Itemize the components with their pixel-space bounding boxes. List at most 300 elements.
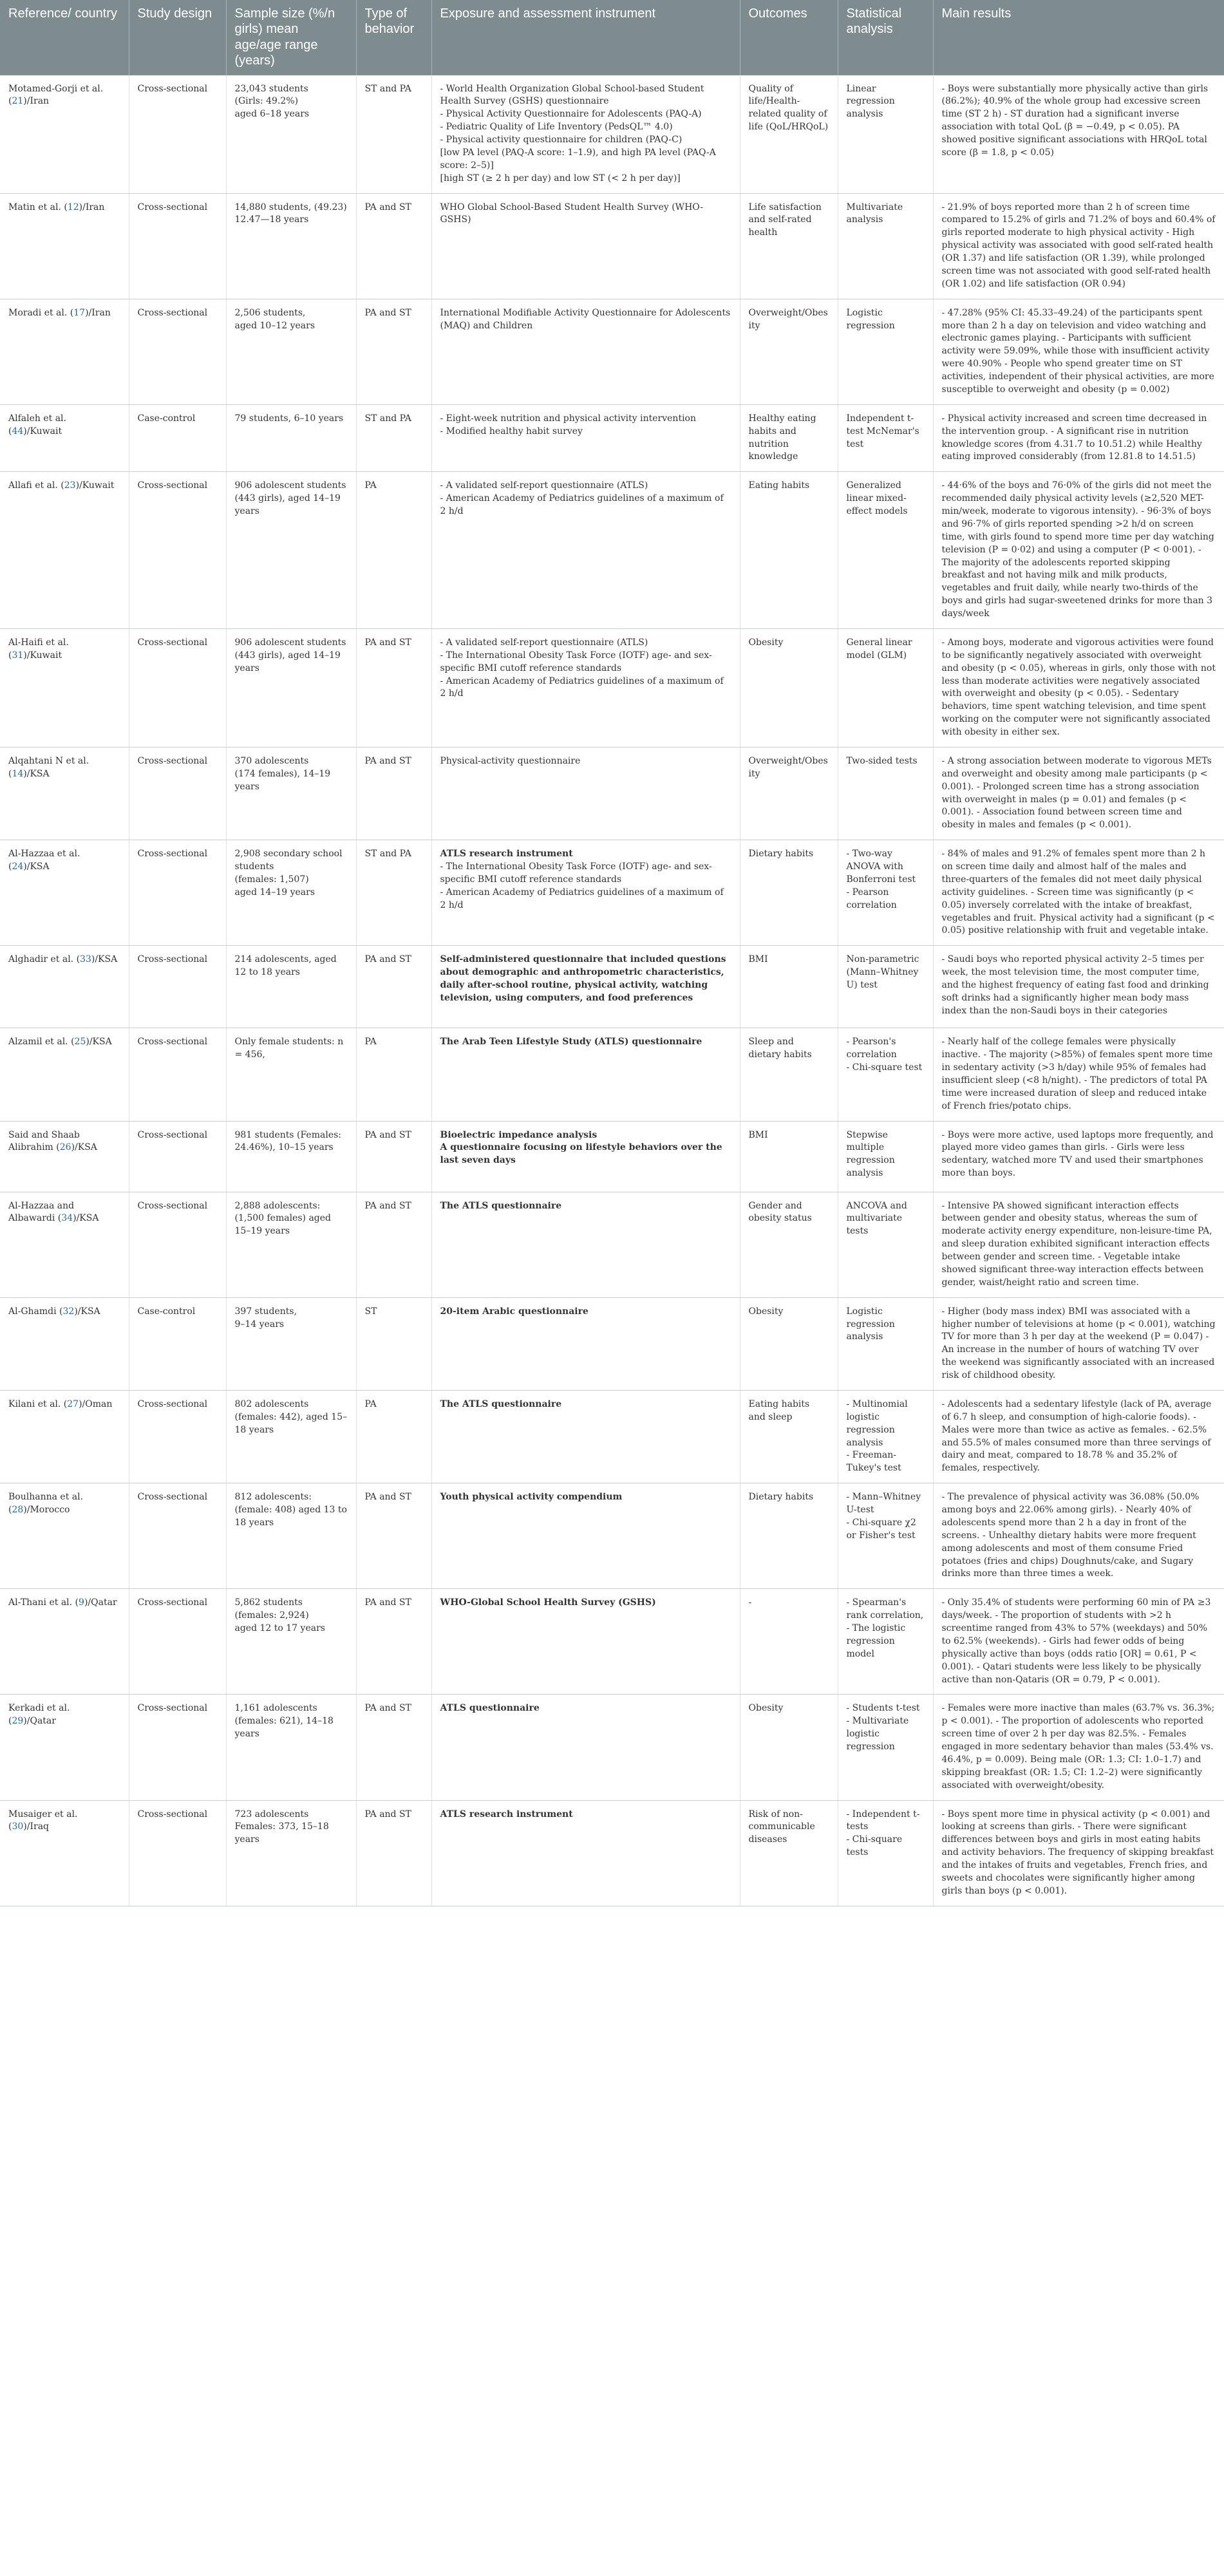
header-outcomes: Outcomes	[740, 0, 838, 75]
cell-behavior: PA and ST	[356, 1589, 431, 1695]
reference-country: )/Oman	[79, 1398, 113, 1409]
reference-country: )/KSA	[74, 1306, 100, 1317]
cell-study-design: Cross-sectional	[129, 472, 226, 629]
analysis-line: - The logistic regression model	[846, 1623, 906, 1659]
cell-behavior: PA	[356, 1390, 431, 1483]
citation-link[interactable]: 33	[80, 954, 91, 965]
citation-link[interactable]: 24	[12, 861, 24, 872]
exposure-line: [low PA level (PAQ-A score: 1–1.9), and high PA level (PAQ-A score: 2–5)]	[440, 147, 716, 171]
reference-country: )/Qatar	[84, 1597, 117, 1608]
reference-author: Musaiger et al. (	[8, 1809, 78, 1832]
cell-exposure	[431, 628, 740, 747]
cell-exposure	[431, 1390, 740, 1483]
cell-reference	[0, 946, 129, 1028]
cell-behavior: PA and ST	[356, 193, 431, 299]
cell-behavior: PA and ST	[356, 628, 431, 747]
reference-author: Boulhanna et al. (	[8, 1492, 84, 1516]
exposure-line: - American Academy of Pediatrics guidelines of a maximum of 2 h/d	[440, 887, 724, 910]
cell-exposure	[431, 946, 740, 1028]
table-row	[0, 1695, 1224, 1800]
cell-statistical-analysis	[838, 404, 933, 472]
table-row	[0, 747, 1224, 840]
sample-line: 397 students,	[234, 1306, 297, 1317]
cell-behavior: PA and ST	[356, 747, 431, 840]
cell-exposure	[431, 1297, 740, 1390]
cell-main-results: - A strong association between moderate to vigorous METs and overweight and obesity among male participants (p < 0.001). - Prolonged screen time has a strong association with overweight in males (p = 0.01) and females (p < 0.001). - Association found between screen time and obesity in males and females (p < 0.001).	[933, 747, 1224, 840]
cell-main-results: - Boys spent more time in physical activity (p < 0.001) and looking at screens than girls. - There were significant differences between boys and girls in most eating habits and activity behaviors. The frequency of skipping breakfast and the intakes of fruits and vegetables, French fries, and sweets and chocolates were significantly higher among girls than boys (p < 0.001).	[933, 1800, 1224, 1906]
citation-link[interactable]: 14	[12, 768, 24, 779]
exposure-line: - Eight-week nutrition and physical activity intervention	[440, 413, 696, 424]
analysis-line: - Chi-square test	[846, 1062, 923, 1073]
cell-behavior: ST and PA	[356, 840, 431, 946]
cell-statistical-analysis	[838, 628, 933, 747]
reference-author: Kilani et al. (	[8, 1398, 68, 1409]
cell-study-design: Cross-sectional	[129, 299, 226, 404]
citation-link[interactable]: 9	[79, 1597, 84, 1608]
citation-link[interactable]: 23	[64, 480, 76, 491]
cell-reference	[0, 628, 129, 747]
table-row	[0, 404, 1224, 472]
cell-main-results: - Saudi boys who reported physical activity 2–5 times per week, the most television time, the most computer time, and the highest frequency of eating fast food and drinking soft drinks had a significantly higher mean body mass index than the non-Saudi boys in their categories	[933, 946, 1224, 1028]
header-study-design: Study design	[129, 0, 226, 75]
citation-link[interactable]: 30	[12, 1821, 24, 1832]
cell-behavior: PA and ST	[356, 1695, 431, 1800]
sample-line: 723 adolescents Females: 373, 15–18 years	[234, 1809, 329, 1845]
analysis-line: - Two-way ANOVA with Bonferroni test	[846, 849, 916, 885]
citation-link[interactable]: 32	[62, 1306, 75, 1317]
table-row	[0, 1028, 1224, 1121]
analysis-line: - Students t-test	[846, 1703, 920, 1714]
header-main-results: Main results	[933, 0, 1224, 75]
cell-exposure	[431, 1121, 740, 1192]
cell-reference	[0, 747, 129, 840]
exposure-line: International Modifiable Activity Questionnaire for Adolescents (MAQ) and Children	[440, 307, 731, 331]
cell-outcomes: Risk of non-communicable diseases	[740, 1800, 838, 1906]
cell-outcomes: Eating habits	[740, 472, 838, 629]
citation-link[interactable]: 27	[67, 1398, 79, 1409]
cell-reference	[0, 1589, 129, 1695]
cell-statistical-analysis	[838, 1589, 933, 1695]
cell-sample-size	[226, 1121, 356, 1192]
cell-main-results: - 21.9% of boys reported more than 2 h of screen time compared to 15.2% of girls and 71.2% of boys and 60.4% of girls reported moderate to high physical activity - High physical activity was associated with good self-rated health (OR 1.37) and life satisfaction (OR 1.39), while prolonged screen time was not associated with good self-rated health (OR 1.02) and life satisfaction (OR 0.94)	[933, 193, 1224, 299]
citation-link[interactable]: 34	[61, 1213, 73, 1224]
reference-author: Alfaleh et al. (	[8, 413, 66, 437]
reference-country: )/Qatar	[23, 1716, 56, 1727]
cell-exposure	[431, 1028, 740, 1121]
cell-behavior: PA and ST	[356, 946, 431, 1028]
exposure-line: 20-item Arabic questionnaire	[440, 1306, 588, 1317]
sample-line: aged 10–12 years	[234, 320, 315, 331]
analysis-line: - Pearson correlation	[846, 887, 897, 910]
cell-outcomes: -	[740, 1589, 838, 1695]
cell-sample-size	[226, 404, 356, 472]
reference-author: Moradi et al. (	[8, 307, 74, 318]
table-row	[0, 1297, 1224, 1390]
header-row	[0, 0, 1224, 75]
exposure-line: A questionnaire focusing on lifestyle behaviors over the last seven days	[440, 1142, 722, 1166]
reference-author: Alzamil et al. (	[8, 1037, 75, 1048]
cell-study-design: Cross-sectional	[129, 628, 226, 747]
header-behavior: Type of behavior	[356, 0, 431, 75]
cell-statistical-analysis	[838, 472, 933, 629]
cell-outcomes: Life satisfaction and self-rated health	[740, 193, 838, 299]
sample-line: 79 students, 6–10 years	[234, 413, 344, 424]
reference-author: Alghadir et al. (	[8, 954, 80, 965]
cell-reference	[0, 472, 129, 629]
cell-exposure	[431, 1483, 740, 1589]
cell-study-design: Cross-sectional	[129, 1028, 226, 1121]
analysis-line: - Independent t-tests	[846, 1809, 920, 1832]
citation-link[interactable]: 29	[12, 1716, 24, 1727]
sample-line: 23,043 students	[234, 83, 308, 94]
cell-statistical-analysis	[838, 1028, 933, 1121]
cell-outcomes: Overweight/Obesity	[740, 747, 838, 840]
sample-line: aged 12 to 17 years	[234, 1623, 325, 1634]
analysis-line: - Freeman-Tukey's test	[846, 1450, 901, 1474]
exposure-line: - The International Obesity Task Force (IOTF) age- and sex-specific BMI cutoff reference standards	[440, 861, 712, 885]
cell-reference	[0, 840, 129, 946]
citation-link[interactable]: 26	[59, 1142, 71, 1153]
reference-author: Al-Haifi et al. (	[8, 637, 69, 661]
cell-sample-size	[226, 75, 356, 194]
cell-sample-size	[226, 1589, 356, 1695]
sample-line: 2,506 students,	[234, 307, 306, 318]
reference-country: )/KSA	[73, 1213, 99, 1224]
cell-main-results: - Physical activity increased and screen time decreased in the intervention group. - A significant rise in nutrition knowledge scores (from 4.31.7 to 10.51.2) while Healthy eating improved considerably (from 12.81.8 to 14.51.5)	[933, 404, 1224, 472]
exposure-line: - The International Obesity Task Force (IOTF) age- and sex-specific BMI cutoff reference standards	[440, 650, 712, 673]
cell-sample-size	[226, 193, 356, 299]
cell-exposure	[431, 747, 740, 840]
reference-country: )/KSA	[86, 1037, 112, 1048]
cell-reference	[0, 1297, 129, 1390]
reference-country: )/Kuwait	[23, 650, 62, 661]
reference-author: Motamed-Gorji et al. (	[8, 83, 104, 107]
analysis-line: Stepwise multiple regression analysis	[846, 1129, 895, 1179]
cell-reference	[0, 193, 129, 299]
table-header	[0, 0, 1224, 75]
table-row	[0, 1192, 1224, 1297]
cell-outcomes: Sleep and dietary habits	[740, 1028, 838, 1121]
sample-line: 370 adolescents	[234, 755, 309, 766]
reference-country: )/Iran	[85, 307, 111, 318]
analysis-line: - Chi-square χ2 or Fisher's test	[846, 1517, 916, 1541]
cell-sample-size	[226, 472, 356, 629]
cell-study-design: Case-control	[129, 1297, 226, 1390]
exposure-line: Youth physical activity compendium	[440, 1492, 623, 1503]
sample-line: 906 adolescent students (443 girls), aged 14–19 years	[234, 637, 346, 673]
analysis-line: ANCOVA and multivariate tests	[846, 1200, 907, 1237]
cell-study-design: Cross-sectional	[129, 1192, 226, 1297]
analysis-line: - Spearman's rank correlation,	[846, 1597, 924, 1621]
cell-main-results: - 84% of males and 91.2% of females spent more than 2 h on screen time daily and almost half of the males and three-quarters of the females did not meet daily physical activity guidelines. - Screen time was significantly (p < 0.05) inversely correlated with the intake of breakfast, vegetables and fruit. Physical activity had a significant (p < 0.05) positive relationship with fruit and vegetable intake.	[933, 840, 1224, 946]
sample-line: (females: 1,507)	[234, 874, 309, 885]
reference-author: Alqahtani N et al. (	[8, 755, 89, 779]
sample-line: 2,908 secondary school students	[234, 849, 343, 872]
cell-outcomes: BMI	[740, 946, 838, 1028]
exposure-line: WHO-Global School Health Survey (GSHS)	[440, 1597, 656, 1608]
cell-main-results: - Only 35.4% of students were performing 60 min of PA ≥3 days/week. - The proportion of students with >2 h screentime ranged from 43% to 57% (weekdays) and 50% to 62.5% (weekends). - Girls had fewer odds of being physically active than boys (odds ratio [OR] = 0.61, P < 0.001). - Qatari students were less likely to be physically active than non-Qataris (OR = 0.79, P < 0.001).	[933, 1589, 1224, 1695]
cell-outcomes: Overweight/Obesity	[740, 299, 838, 404]
analysis-line: Logistic regression analysis	[846, 1306, 895, 1342]
exposure-line: The ATLS questionnaire	[440, 1398, 562, 1409]
exposure-line: - World Health Organization Global School-based Student Health Survey (GSHS) questionnaire	[440, 83, 704, 107]
cell-statistical-analysis	[838, 946, 933, 1028]
table-row	[0, 193, 1224, 299]
citation-link[interactable]: 44	[12, 426, 24, 437]
cell-outcomes: Eating habits and sleep	[740, 1390, 838, 1483]
analysis-line: - Multinomial logistic regression analysis	[846, 1398, 908, 1448]
analysis-line: Linear regression analysis	[846, 83, 895, 120]
cell-behavior: PA and ST	[356, 1121, 431, 1192]
sample-line: (Girls: 49.2%)	[234, 96, 299, 107]
sample-line: 906 adolescent students (443 girls), aged 14–19 years	[234, 480, 346, 517]
sample-line: 214 adolescents, aged 12 to 18 years	[234, 954, 337, 978]
sample-line: aged 14–19 years	[234, 887, 315, 898]
cell-behavior: ST	[356, 1297, 431, 1390]
cell-reference	[0, 1800, 129, 1906]
cell-reference	[0, 75, 129, 194]
cell-statistical-analysis	[838, 75, 933, 194]
exposure-line: ATLS questionnaire	[440, 1703, 540, 1714]
header-reference: Reference/ country	[0, 0, 129, 75]
sample-line: 812 adolescents: (female: 408) aged 13 to 18 years	[234, 1492, 347, 1528]
exposure-line: - Pediatric Quality of Life Inventory (PedsQL™ 4.0)	[440, 122, 673, 133]
cell-statistical-analysis	[838, 1297, 933, 1390]
exposure-line: [high ST (≥ 2 h per day) and low ST (< 2 h per day)]	[440, 173, 681, 183]
cell-exposure	[431, 1192, 740, 1297]
table-row	[0, 472, 1224, 629]
header-exposure: Exposure and assessment instrument	[431, 0, 740, 75]
cell-statistical-analysis	[838, 1390, 933, 1483]
cell-behavior: PA and ST	[356, 1483, 431, 1589]
exposure-line: Physical-activity questionnaire	[440, 755, 581, 766]
cell-behavior: ST and PA	[356, 75, 431, 194]
analysis-line: - Chi-square tests	[846, 1834, 903, 1858]
cell-behavior: ST and PA	[356, 404, 431, 472]
cell-outcomes: Obesity	[740, 1297, 838, 1390]
cell-behavior: PA	[356, 472, 431, 629]
cell-study-design: Cross-sectional	[129, 747, 226, 840]
cell-reference	[0, 1192, 129, 1297]
sample-line: 9–14 years	[234, 1319, 285, 1330]
sample-line: 1,161 adolescents (females: 621), 14–18 years	[234, 1703, 334, 1740]
cell-outcomes: Dietary habits	[740, 840, 838, 946]
cell-study-design: Cross-sectional	[129, 1589, 226, 1695]
cell-sample-size	[226, 1192, 356, 1297]
cell-statistical-analysis	[838, 299, 933, 404]
cell-behavior: PA and ST	[356, 1192, 431, 1297]
cell-exposure	[431, 404, 740, 472]
cell-study-design: Cross-sectional	[129, 1121, 226, 1192]
table-row	[0, 1483, 1224, 1589]
exposure-line: The ATLS questionnaire	[440, 1200, 562, 1211]
cell-sample-size	[226, 747, 356, 840]
table-row	[0, 1390, 1224, 1483]
citation-link[interactable]: 12	[67, 202, 79, 212]
cell-statistical-analysis	[838, 1695, 933, 1800]
cell-statistical-analysis	[838, 747, 933, 840]
cell-exposure	[431, 299, 740, 404]
reference-author: Al-Thani et al. (	[8, 1597, 79, 1608]
cell-outcomes: Quality of life/Health-related quality of life (QoL/HRQoL)	[740, 75, 838, 194]
table-row	[0, 1121, 1224, 1192]
cell-main-results: - Adolescents had a sedentary lifestyle (lack of PA, average of 6.7 h sleep, and consumption of high-calorie foods). - Males were more than twice as active as females. - 62.5% and 55.5% of males consumed more than three servings of dairy and meat, compared to 18.78 % and 35.2% of females, respectively.	[933, 1390, 1224, 1483]
reference-country: )/Iran	[23, 96, 50, 107]
cell-main-results: - 47.28% (95% CI: 45.33–49.24) of the participants spent more than 2 h a day on television and video watching and electronic games playing. - Participants with sufficient activity were 59.09%, while those with insufficient activity were 40.90% - People who spend greater time on ST activities, independent of their physical activities, are more susceptible to overweight and obesity (p = 0.002)	[933, 299, 1224, 404]
cell-reference	[0, 299, 129, 404]
sample-line: Only female students: n = 456,	[234, 1037, 344, 1060]
cell-sample-size	[226, 1028, 356, 1121]
exposure-line: WHO Global School-Based Student Health Survey (WHO-GSHS)	[440, 202, 704, 225]
sample-line: 802 adolescents (females: 442), aged 15–18 years	[234, 1398, 348, 1435]
reference-author: Allafi et al. (	[8, 480, 64, 491]
reference-country: )/Iran	[79, 202, 105, 212]
cell-sample-size	[226, 1800, 356, 1906]
header-statistical-analysis: Statistical analysis	[838, 0, 933, 75]
cell-sample-size	[226, 946, 356, 1028]
reference-country: )/KSA	[23, 768, 50, 779]
cell-sample-size	[226, 1390, 356, 1483]
reference-author: Al-Ghamdi (	[8, 1306, 63, 1317]
exposure-line: Bioelectric impedance analysis	[440, 1129, 598, 1140]
cell-main-results: - Boys were substantially more physically active than girls (86.2%); 40.9% of the whole group had excessive screen time (ST 2 h) - ST duration had a significant inverse association with total QoL (β = −0.49, p < 0.05). PA showed positive significant associations with HRQoL total score (β = 1.8, p < 0.05)	[933, 75, 1224, 194]
reference-author: Said and Shaab Alibrahim (	[8, 1129, 80, 1153]
analysis-line: - Mann–Whitney U-test	[846, 1492, 921, 1516]
cell-behavior: PA	[356, 1028, 431, 1121]
reference-author: Al-Hazzaa and Albawardi (	[8, 1200, 75, 1224]
cell-study-design: Cross-sectional	[129, 75, 226, 194]
cell-statistical-analysis	[838, 1800, 933, 1906]
table-row	[0, 946, 1224, 1028]
reference-country: )/KSA	[91, 954, 118, 965]
cell-outcomes: Gender and obesity status	[740, 1192, 838, 1297]
exposure-line: ATLS research instrument	[440, 1809, 573, 1819]
reference-author: Al-Hazzaa et al. (	[8, 849, 80, 872]
analysis-line: Logistic regression	[846, 307, 895, 331]
cell-exposure	[431, 472, 740, 629]
table-row	[0, 628, 1224, 747]
cell-main-results: - 44·6% of the boys and 76·0% of the girls did not meet the recommended daily physical activity levels (≥2,520 MET-min/week, moderate to vigorous intensity). - 96·3% of boys and 96·7% of girls reported spending >2 h/d on screen time, with girls found to spend more time per day watching television (P = 0·02) and using a computer (P < 0·001). - The majority of the adolescents reported skipping breakfast and not having milk and milk products, vegetables and fruit daily, while nearly two-thirds of the boys and girls had sugar-sweetened drinks for more than 3 days/week	[933, 472, 1224, 629]
sample-line: 2,888 adolescents: (1,500 females) aged 15–19 years	[234, 1200, 331, 1237]
table-row	[0, 299, 1224, 404]
cell-study-design: Cross-sectional	[129, 1483, 226, 1589]
cell-statistical-analysis	[838, 1483, 933, 1589]
cell-outcomes: Obesity	[740, 628, 838, 747]
analysis-line: General linear model (GLM)	[846, 637, 912, 661]
cell-main-results: - Intensive PA showed significant interaction effects between gender and obesity status, whereas the sum of moderate activity energy expenditure, non-leisure-time PA, and sleep duration exhibited significant interaction effects between gender and screen time. - Vegetable intake showed significant three-way interaction effects between gender, waist/height ratio and screen time.	[933, 1192, 1224, 1297]
citation-link[interactable]: 28	[12, 1505, 24, 1516]
reference-country: )/Iraq	[23, 1821, 50, 1832]
analysis-line: Generalized linear mixed-effect models	[846, 480, 908, 517]
table-row	[0, 75, 1224, 194]
cell-exposure	[431, 1695, 740, 1800]
cell-main-results: - The prevalence of physical activity was 36.08% (50.0% among boys and 22.06% among girls). - Nearly 40% of adolescents spend more than 2 h a day in front of the screens. - Unhealthy dietary habits were more frequent among adolescents and most of them consume Fried potatoes (fries and chips) Doughnuts/cake, and Sugary drinks more than three times a week.	[933, 1483, 1224, 1589]
cell-statistical-analysis	[838, 1121, 933, 1192]
sample-line: 5,862 students (females: 2,924)	[234, 1597, 309, 1621]
cell-exposure	[431, 1589, 740, 1695]
analysis-line: - Multivariate logistic regression	[846, 1716, 909, 1753]
sample-line: aged 6–18 years	[234, 109, 310, 120]
cell-statistical-analysis	[838, 193, 933, 299]
cell-reference	[0, 1483, 129, 1589]
cell-statistical-analysis	[838, 840, 933, 946]
exposure-line: - American Academy of Pediatrics guidelines of a maximum of 2 h/d	[440, 675, 724, 699]
sample-line: (174 females), 14–19 years	[234, 768, 331, 792]
reference-author: Matin et al. (	[8, 202, 68, 212]
cell-sample-size	[226, 628, 356, 747]
cell-sample-size	[226, 1297, 356, 1390]
cell-main-results: - Nearly half of the college females were physically inactive. - The majority (>85%) of females spent more time in sedentary activity (>3 h/day) while 95% of females had insufficient sleep (<8 h/night). - The predictors of total PA time were increased duration of sleep and reduced intake of French fries/potato chips.	[933, 1028, 1224, 1121]
cell-outcomes: Dietary habits	[740, 1483, 838, 1589]
reference-country: )/Kuwait	[23, 426, 62, 437]
cell-outcomes: Healthy eating habits and nutrition knowledge	[740, 404, 838, 472]
cell-outcomes: Obesity	[740, 1695, 838, 1800]
cell-behavior: PA and ST	[356, 299, 431, 404]
header-sample-size: Sample size (%/n girls) mean age/age range (years)	[226, 0, 356, 75]
exposure-line: ATLS research instrument	[440, 849, 573, 860]
analysis-line: Multivariate analysis	[846, 202, 903, 225]
cell-exposure	[431, 840, 740, 946]
cell-reference	[0, 1390, 129, 1483]
cell-exposure	[431, 75, 740, 194]
cell-main-results: - Higher (body mass index) BMI was associated with a higher number of televisions at home (p < 0.001), watching TV for more than 3 h per day at the weekend (P = 0.047) - An increase in the number of hours of watching TV over the weekend was significantly associated with an increased risk of childhood obesity.	[933, 1297, 1224, 1390]
cell-study-design: Case-control	[129, 404, 226, 472]
cell-study-design: Cross-sectional	[129, 1695, 226, 1800]
cell-sample-size	[226, 840, 356, 946]
cell-study-design: Cross-sectional	[129, 193, 226, 299]
exposure-line: - American Academy of Pediatrics guidelines of a maximum of 2 h/d	[440, 493, 724, 517]
exposure-line: - A validated self-report questionnaire (ATLS)	[440, 480, 648, 491]
cell-main-results: - Females were more inactive than males (63.7% vs. 36.3%; p < 0.001). - The proportion of adolescents who reported screen time of over 2 h per day was 82.5%. - Females engaged in more sedentary behavior than males (53.4% vs. 46.4%, p = 0.009). Being male (OR: 1.3; CI: 1.0–1.7) and skipping breakfast (OR: 1.5; CI: 1.2–2) were significantly associated with overweight/obesity.	[933, 1695, 1224, 1800]
sample-line: 14,880 students, (49.23) 12.47—18 years	[234, 202, 347, 225]
cell-behavior: PA and ST	[356, 1800, 431, 1906]
citation-link[interactable]: 25	[74, 1037, 86, 1048]
cell-reference	[0, 1028, 129, 1121]
cell-study-design: Cross-sectional	[129, 1390, 226, 1483]
citation-link[interactable]: 17	[73, 307, 86, 318]
reference-country: )/KSA	[71, 1142, 97, 1153]
sample-line: 981 students (Females: 24.46%), 10–15 years	[234, 1129, 342, 1153]
cell-reference	[0, 1121, 129, 1192]
cell-study-design: Cross-sectional	[129, 946, 226, 1028]
table-row	[0, 1800, 1224, 1906]
reference-country: )/Kuwait	[75, 480, 115, 491]
cell-main-results: - Boys were more active, used laptops more frequently, and played more video games than girls. - Girls were less sedentary, watched more TV and used their smartphones more than boys.	[933, 1121, 1224, 1192]
exposure-line: - Modified healthy habit survey	[440, 426, 583, 437]
cell-reference	[0, 404, 129, 472]
table-body	[0, 75, 1224, 1906]
exposure-line: Self-administered questionnaire that included questions about demographic and anthropometric characteristics, daily after-school routine, physical activity, watching television, using computers, and food preferences	[440, 954, 726, 1003]
cell-exposure	[431, 193, 740, 299]
cell-outcomes: BMI	[740, 1121, 838, 1192]
exposure-line: The Arab Teen Lifestyle Study (ATLS) questionnaire	[440, 1037, 702, 1048]
citation-link[interactable]: 21	[12, 96, 24, 107]
cell-study-design: Cross-sectional	[129, 840, 226, 946]
cell-sample-size	[226, 1695, 356, 1800]
cell-exposure	[431, 1800, 740, 1906]
cell-statistical-analysis	[838, 1192, 933, 1297]
cell-sample-size	[226, 1483, 356, 1589]
table-row	[0, 1589, 1224, 1695]
analysis-line: Independent t-test McNemar's test	[846, 413, 919, 449]
cell-sample-size	[226, 299, 356, 404]
analysis-line: Non-parametric (Mann–Whitney U) test	[846, 954, 919, 991]
citation-link[interactable]: 31	[12, 650, 24, 661]
analysis-line: Two-sided tests	[846, 755, 918, 766]
cell-study-design: Cross-sectional	[129, 1800, 226, 1906]
reference-author: Kerkadi et al. (	[8, 1703, 70, 1727]
exposure-line: - Physical Activity Questionnaire for Adolescents (PAQ-A)	[440, 109, 702, 120]
